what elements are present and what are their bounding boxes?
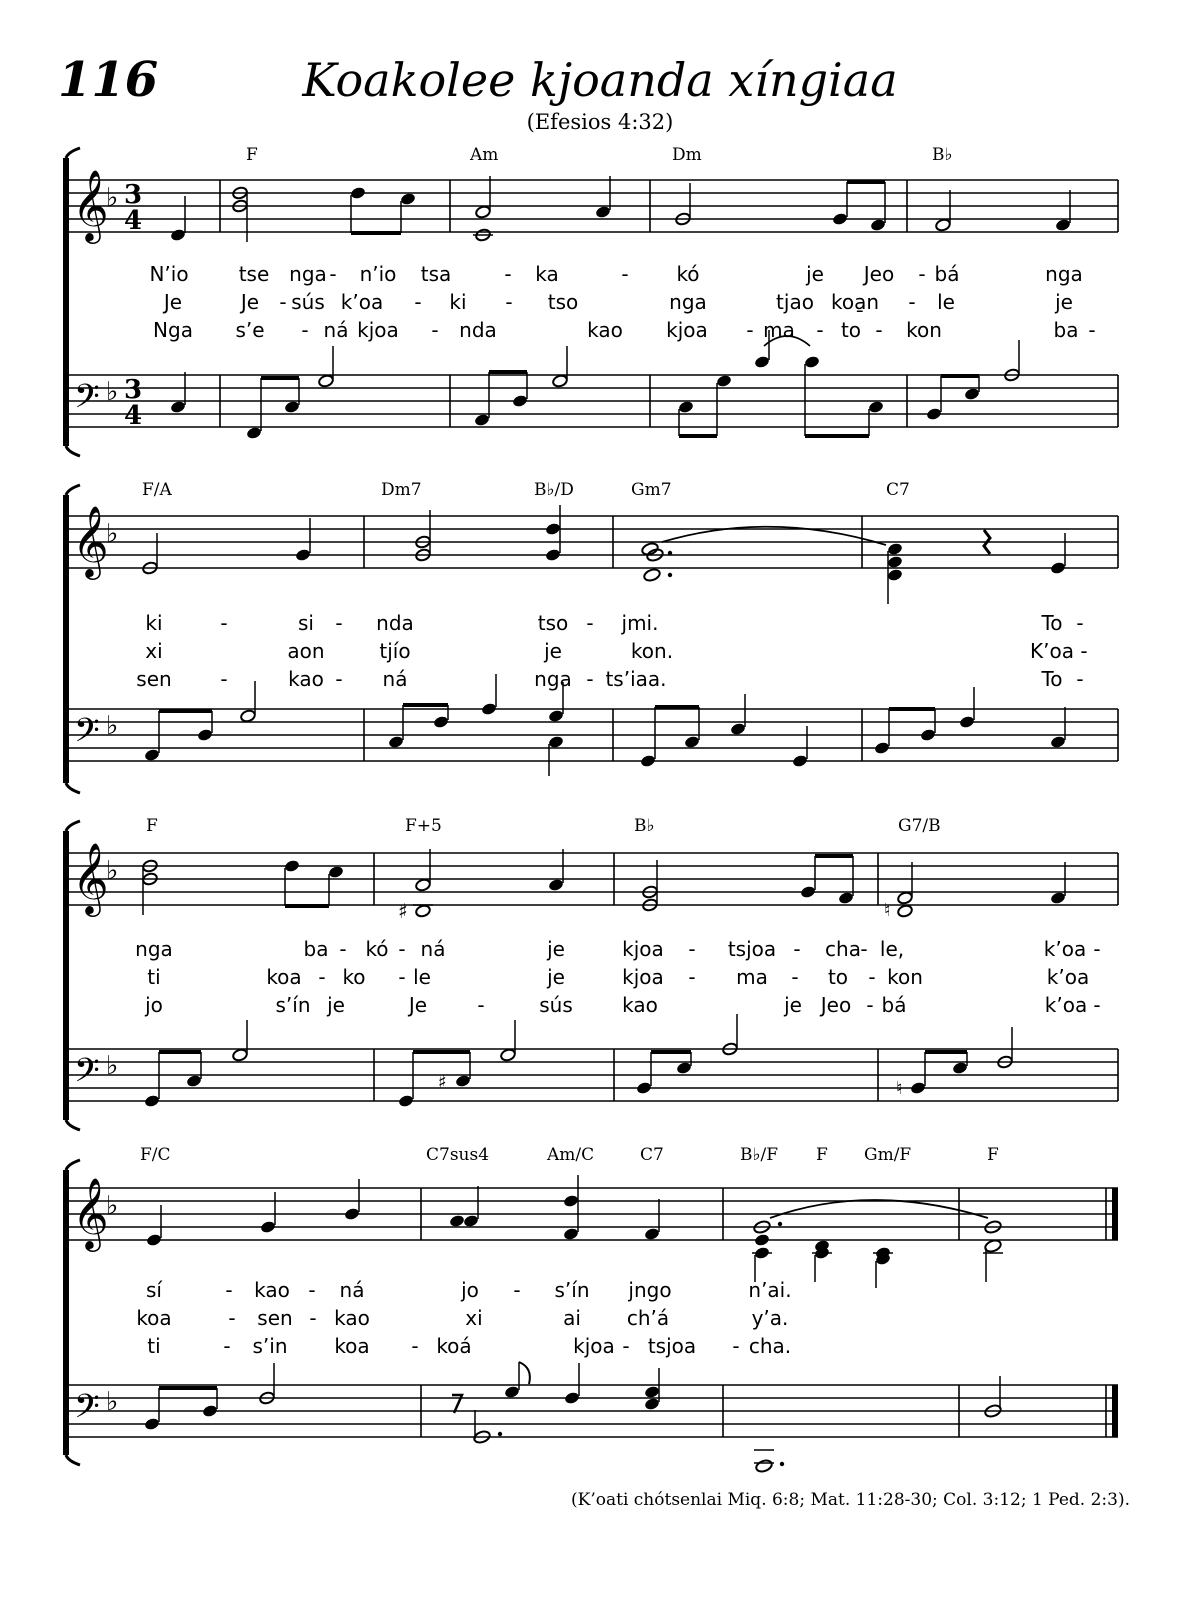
chord-symbol: F — [816, 1145, 828, 1165]
lyric-syllable: sús — [539, 993, 573, 1017]
lyric-syllable: k’oa — [1043, 937, 1087, 961]
system-4 — [66, 1145, 1118, 1473]
lyric-syllable: - — [411, 1334, 419, 1358]
chord-symbol: Gm/F — [864, 1145, 912, 1165]
lyric-syllable: sen — [136, 667, 172, 691]
lyric-syllable: nga — [135, 937, 173, 961]
chord-symbol: F — [987, 1145, 999, 1165]
lyric-syllable: - — [1088, 318, 1096, 342]
lyric-syllable: ti — [147, 965, 161, 989]
lyric-syllable: - — [335, 667, 343, 691]
lyric-syllable: - — [746, 318, 754, 342]
lyric-syllable: s’e — [235, 318, 265, 342]
chord-symbol: F — [146, 816, 158, 836]
lyric-syllable: - — [308, 1278, 316, 1302]
bass-clef-icon: 𝄢 — [74, 378, 100, 424]
chord-symbol: Dm — [672, 145, 702, 165]
lyric-syllable: s’in — [252, 1334, 288, 1358]
lyric-syllable: - — [477, 993, 485, 1017]
lyric-syllable: - — [918, 262, 926, 286]
lyric-syllable: - — [431, 318, 439, 342]
chord-symbol: Dm7 — [381, 480, 422, 500]
lyric-syllable: Je — [163, 290, 183, 314]
lyric-syllable: je — [327, 993, 345, 1017]
lyric-syllable: Je — [240, 290, 260, 314]
lyric-syllable: n’ai. — [748, 1278, 792, 1302]
lyric-syllable: - — [335, 611, 343, 635]
lyric-syllable: - — [1093, 937, 1101, 961]
svg-text:4: 4 — [124, 401, 143, 431]
lyric-syllable: nga — [669, 290, 707, 314]
lyric-syllable: s’ín — [275, 993, 311, 1017]
lyric-syllable: to — [827, 965, 849, 989]
system-3 — [66, 816, 1118, 1130]
key-flat-icon: ♭ — [106, 183, 119, 213]
lyric-syllable: ka — [535, 262, 559, 286]
lyric-syllable: K’oa — [1030, 639, 1074, 663]
lyric-syllable: - — [1080, 639, 1088, 663]
treble-notes-4 — [146, 1175, 1003, 1288]
lyric-syllable: - — [513, 1278, 521, 1302]
lyric-syllable: - — [816, 318, 824, 342]
lyric-syllable: kon. — [630, 639, 674, 663]
treble-notes-3 — [142, 849, 1067, 923]
key-flat-icon: ♭ — [106, 1387, 119, 1417]
lyric-syllable: nda — [376, 611, 414, 635]
chord-symbol: G7/B — [898, 816, 941, 836]
chord-symbol: C7 — [640, 1145, 664, 1165]
lyric-syllable: - — [868, 965, 876, 989]
lyric-syllable: n’io — [359, 262, 397, 286]
bass-staff-4 — [68, 1385, 1118, 1437]
lyric-syllable: je — [547, 965, 565, 989]
lyric-syllable: - — [1093, 993, 1101, 1017]
lyric-syllable: - — [586, 667, 594, 691]
lyric-syllable: to — [840, 318, 862, 342]
lyric-syllable: kao — [254, 1278, 290, 1302]
lyric-syllable: je — [1055, 290, 1073, 314]
treble-clef-icon: 𝄞 — [72, 1176, 109, 1249]
lyric-syllable: kjoa — [622, 965, 664, 989]
lyric-syllable: ki — [145, 611, 163, 635]
lyric-syllable: je — [806, 262, 824, 286]
lyric-syllable: ná — [382, 667, 408, 691]
lyric-syllable: kao — [622, 993, 658, 1017]
lyric-syllable: - — [225, 1278, 233, 1302]
lyric-syllable: ko — [342, 965, 366, 989]
svg-text:3: 3 — [124, 375, 143, 405]
lyric-syllable: ná — [339, 1278, 365, 1302]
lyric-syllable: - — [279, 290, 287, 314]
lyric-syllable: kon — [887, 965, 923, 989]
bass-clef-icon: 𝄢 — [74, 1052, 100, 1098]
lyric-syllable: xi — [465, 1306, 483, 1330]
lyric-syllable: - — [622, 1334, 630, 1358]
lyric-syllable: koa — [136, 1306, 172, 1330]
chord-symbol: B♭/D — [534, 480, 574, 500]
lyric-syllable: bá — [881, 993, 907, 1017]
tie — [770, 1200, 988, 1218]
lyric-syllable: koa — [266, 965, 302, 989]
lyric-syllable: - — [223, 1334, 231, 1358]
lyric-syllable: si — [298, 611, 314, 635]
lyric-syllable: Jeo — [863, 262, 895, 286]
natural-icon: ♮ — [896, 1078, 903, 1099]
key-flat-icon: ♭ — [106, 856, 119, 886]
lyric-syllable: kó — [365, 937, 389, 961]
lyric-syllable: - — [228, 1306, 236, 1330]
lyric-syllable: - — [791, 965, 799, 989]
lyric-syllable: tse — [238, 262, 270, 286]
lyric-syllable: ná — [323, 318, 349, 342]
lyric-syllable: N’io — [149, 262, 189, 286]
lyric-syllable: jo — [461, 1278, 479, 1302]
key-flat-icon: ♭ — [106, 1191, 119, 1221]
lyrics-system-2 — [136, 611, 1087, 691]
lyric-syllable: tsjoa — [727, 937, 777, 961]
bass-notes-1 — [170, 330, 1021, 440]
lyric-syllable: k’oa — [340, 290, 384, 314]
lyric-syllable: kao — [587, 318, 623, 342]
chord-symbol: Am — [470, 145, 499, 165]
lyric-syllable: - — [621, 262, 629, 286]
chord-symbol: B♭ — [634, 816, 655, 836]
lyric-syllable: kao — [334, 1306, 370, 1330]
lyric-syllable: ma — [763, 318, 795, 342]
chord-symbol: F+5 — [405, 816, 442, 836]
lyric-syllable: nga — [534, 667, 572, 691]
chord-symbol: C7 — [886, 480, 910, 500]
chord-symbol: F — [246, 145, 258, 165]
lyric-syllable: - — [220, 667, 228, 691]
lyric-syllable: - — [220, 611, 228, 635]
system-1 — [66, 145, 1118, 456]
lyric-syllable: - — [732, 1334, 740, 1358]
lyric-syllable: je — [544, 639, 562, 663]
svg-text:4: 4 — [124, 206, 143, 236]
lyric-syllable: Jeo — [820, 993, 852, 1017]
lyric-syllable: nga — [289, 262, 327, 286]
svg-text:3: 3 — [124, 180, 143, 210]
sharp-icon: ♯ — [438, 1072, 447, 1093]
lyric-syllable: tso — [547, 290, 579, 314]
lyric-syllable: kjoa — [666, 318, 708, 342]
lyric-syllable: ma — [736, 965, 768, 989]
lyric-syllable: ba — [303, 937, 329, 961]
lyric-syllable: Je — [408, 993, 428, 1017]
lyric-syllable: y’a. — [751, 1306, 789, 1330]
lyric-syllable: koa̱n — [830, 290, 880, 314]
lyric-syllable: - — [398, 937, 406, 961]
lyric-syllable: - — [688, 965, 696, 989]
lyric-syllable: - — [875, 318, 883, 342]
bass-clef-icon: 𝄢 — [74, 1388, 100, 1434]
bass-notes-4 — [144, 1362, 1003, 1473]
treble-clef-icon: 𝄞 — [72, 504, 109, 577]
sharp-icon: ♯ — [398, 899, 408, 923]
lyric-syllable: cha. — [748, 1334, 792, 1358]
lyrics-system-3 — [135, 937, 1100, 1017]
lyrics-system-4 — [136, 1278, 791, 1358]
lyric-syllable: ai — [563, 1306, 581, 1330]
lyric-syllable: - — [1076, 611, 1084, 635]
chord-symbol: F/A — [142, 480, 172, 500]
lyric-syllable: tso — [537, 611, 569, 635]
lyric-syllable: ti — [147, 1334, 161, 1358]
lyric-syllable: aon — [287, 639, 325, 663]
lyric-syllable: kjoa — [573, 1334, 615, 1358]
lyric-syllable: jo — [145, 993, 163, 1017]
lyric-syllable: - — [318, 965, 326, 989]
lyric-syllable: - — [339, 937, 347, 961]
lyric-syllable: - — [688, 937, 696, 961]
lyric-syllable: - — [301, 318, 309, 342]
lyric-syllable: le, — [879, 937, 905, 961]
lyric-syllable: jmi. — [621, 611, 659, 635]
lyric-syllable: s’ín — [554, 1278, 590, 1302]
lyric-syllable: ts’iaa. — [605, 667, 667, 691]
lyric-syllable: nga — [1045, 262, 1083, 286]
lyric-syllable: - — [398, 965, 406, 989]
lyric-syllable: - — [414, 290, 422, 314]
lyric-syllable: To — [1041, 667, 1063, 691]
bass-staff-3 — [68, 1049, 1118, 1101]
lyric-syllable: - — [793, 937, 801, 961]
lyric-syllable: le — [937, 290, 955, 314]
lyric-syllable: - — [1076, 667, 1084, 691]
final-barline — [1112, 1188, 1118, 1437]
lyric-syllable: tjao — [776, 290, 814, 314]
lyric-syllable: - — [505, 290, 513, 314]
lyric-syllable: je — [784, 993, 802, 1017]
lyric-syllable: Nga — [153, 318, 193, 342]
chord-symbol: Am/C — [547, 1145, 595, 1165]
lyric-syllable: kao — [288, 667, 324, 691]
chord-symbol: B♭ — [932, 145, 953, 165]
lyric-syllable: - — [860, 937, 868, 961]
lyric-syllable: k’oa — [1046, 965, 1090, 989]
lyric-syllable: - — [586, 611, 594, 635]
lyric-syllable: kjoa — [357, 318, 399, 342]
treble-staff-1 — [68, 180, 1118, 232]
lyric-syllable: ná — [420, 937, 446, 961]
lyric-syllable: sús — [291, 290, 325, 314]
lyric-syllable: jngo — [628, 1278, 672, 1302]
lyric-syllable: sen — [257, 1306, 293, 1330]
lyric-syllable: - — [908, 290, 916, 314]
key-flat-icon: ♭ — [106, 377, 119, 407]
lyric-syllable: nda — [459, 318, 497, 342]
scripture-reference: (Efesios 4:32) — [526, 110, 674, 134]
lyric-syllable: tjío — [379, 639, 411, 663]
lyric-syllable: - — [504, 262, 512, 286]
chord-symbol: C7sus4 — [426, 1145, 490, 1165]
lyric-syllable: ch’á — [626, 1306, 670, 1330]
lyric-syllable: koá — [436, 1334, 472, 1358]
lyric-syllable: ba — [1053, 318, 1079, 342]
system-2 — [66, 480, 1118, 793]
chord-symbol: F/C — [140, 1145, 171, 1165]
lyric-syllable: kon — [906, 318, 942, 342]
lyric-syllable: koa — [334, 1334, 370, 1358]
key-flat-icon: ♭ — [106, 711, 119, 741]
treble-clef-icon: 𝄞 — [72, 841, 109, 914]
lyric-syllable: kjoa — [622, 937, 664, 961]
bass-clef-icon: 𝄢 — [74, 712, 100, 758]
hymn-title: Koakolee kjoanda xíngiaa — [302, 53, 898, 107]
treble-staff-3 — [68, 853, 1118, 905]
lyric-syllable: bá — [934, 262, 960, 286]
key-flat-icon: ♭ — [106, 519, 119, 549]
bass-staff-2 — [68, 709, 1118, 761]
lyric-syllable: - — [309, 1306, 317, 1330]
lyric-syllable: xi — [145, 639, 163, 663]
lyric-syllable: je — [547, 937, 565, 961]
treble-staff-2 — [68, 516, 1118, 568]
lyric-syllable: - — [866, 993, 874, 1017]
scripture-footnote: (K’oati chótsenlai Miq. 6:8; Mat. 11:28-30; Col. 3:12; 1 Ped. 2:3). — [571, 1490, 1130, 1510]
lyric-syllable: To — [1041, 611, 1063, 635]
time-signature — [124, 180, 142, 431]
lyrics-system-1 — [149, 262, 1095, 342]
chord-symbol: B♭/F — [740, 1145, 779, 1165]
treble-clef-icon: 𝄞 — [72, 168, 109, 241]
natural-icon: ♮ — [884, 900, 891, 921]
bass-staff-1 — [68, 375, 1118, 427]
chord-symbol: Gm7 — [631, 480, 672, 500]
lyric-syllable: ki — [449, 290, 467, 314]
lyric-syllable: tsa — [420, 262, 452, 286]
treble-staff-4 — [68, 1188, 1118, 1240]
key-flat-icon: ♭ — [106, 1051, 119, 1081]
lyric-syllable: k’oa — [1044, 993, 1088, 1017]
hymn-number: 116 — [58, 52, 159, 108]
lyric-syllable: cha — [825, 937, 861, 961]
lyric-syllable: le — [413, 965, 431, 989]
lyric-syllable: tsjoa — [647, 1334, 697, 1358]
bass-notes-3 — [144, 1014, 1014, 1108]
lyric-syllable: sí — [146, 1278, 162, 1302]
lyric-syllable: - — [329, 262, 337, 286]
lyric-syllable: kó — [676, 262, 700, 286]
